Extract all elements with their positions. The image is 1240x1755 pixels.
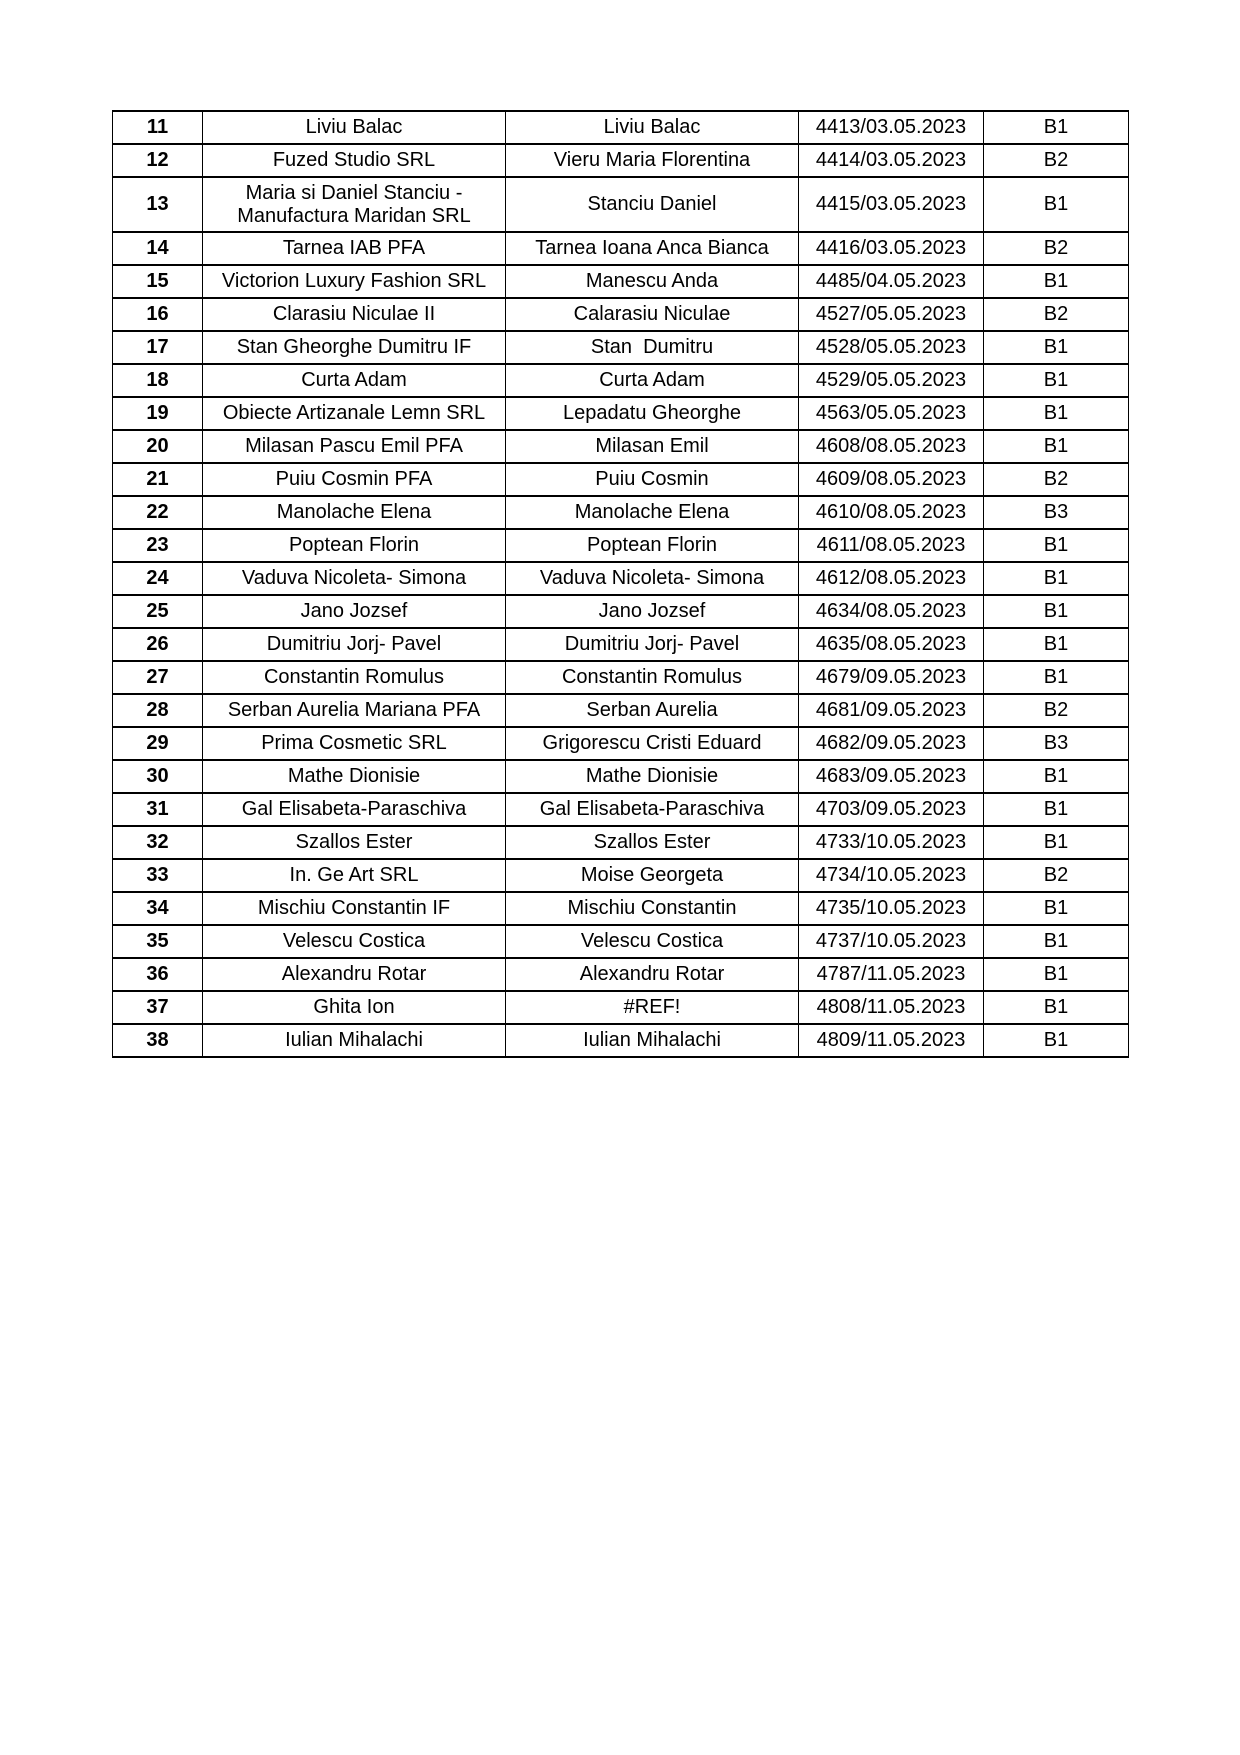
row-number-cell: 31 <box>113 793 203 826</box>
applicant-name-cell: Poptean Florin <box>203 529 506 562</box>
category-cell: B2 <box>984 144 1129 177</box>
category-cell: B1 <box>984 958 1129 991</box>
registration-number-cell: 4609/08.05.2023 <box>799 463 984 496</box>
row-number-cell: 37 <box>113 991 203 1024</box>
category-cell: B1 <box>984 595 1129 628</box>
person-name-cell: Stanciu Daniel <box>506 177 799 232</box>
registration-number-cell: 4563/05.05.2023 <box>799 397 984 430</box>
person-name-cell: #REF! <box>506 991 799 1024</box>
category-cell: B1 <box>984 760 1129 793</box>
category-cell: B1 <box>984 265 1129 298</box>
person-name-cell: Velescu Costica <box>506 925 799 958</box>
table-row <box>113 529 1129 562</box>
row-number-cell: 11 <box>113 111 203 144</box>
person-name-cell: Vieru Maria Florentina <box>506 144 799 177</box>
person-name-cell: Manescu Anda <box>506 265 799 298</box>
category-cell: B1 <box>984 529 1129 562</box>
registration-number-cell: 4681/09.05.2023 <box>799 694 984 727</box>
table-row <box>113 958 1129 991</box>
applicant-name-cell: Victorion Luxury Fashion SRL <box>203 265 506 298</box>
category-cell: B1 <box>984 661 1129 694</box>
registry-table-body <box>113 111 1129 1057</box>
category-cell: B3 <box>984 727 1129 760</box>
category-cell: B1 <box>984 111 1129 144</box>
registration-number-cell: 4787/11.05.2023 <box>799 958 984 991</box>
row-number-cell: 19 <box>113 397 203 430</box>
row-number-cell: 17 <box>113 331 203 364</box>
table-row <box>113 793 1129 826</box>
row-number-cell: 15 <box>113 265 203 298</box>
row-number-cell: 12 <box>113 144 203 177</box>
row-number-cell: 36 <box>113 958 203 991</box>
registration-number-cell: 4610/08.05.2023 <box>799 496 984 529</box>
table-row <box>113 298 1129 331</box>
row-number-cell: 24 <box>113 562 203 595</box>
registration-number-cell: 4485/04.05.2023 <box>799 265 984 298</box>
registration-number-cell: 4527/05.05.2023 <box>799 298 984 331</box>
person-name-cell: Jano Jozsef <box>506 595 799 628</box>
row-number-cell: 26 <box>113 628 203 661</box>
table-row <box>113 628 1129 661</box>
table-row <box>113 1024 1129 1057</box>
applicant-name-cell: In. Ge Art SRL <box>203 859 506 892</box>
applicant-name-cell: Iulian Mihalachi <box>203 1024 506 1057</box>
registration-number-cell: 4414/03.05.2023 <box>799 144 984 177</box>
table-row <box>113 496 1129 529</box>
table-row <box>113 694 1129 727</box>
person-name-cell: Mathe Dionisie <box>506 760 799 793</box>
applicant-name-cell: Velescu Costica <box>203 925 506 958</box>
row-number-cell: 32 <box>113 826 203 859</box>
registration-number-cell: 4809/11.05.2023 <box>799 1024 984 1057</box>
person-name-cell: Stan Dumitru <box>506 331 799 364</box>
person-name-cell: Serban Aurelia <box>506 694 799 727</box>
row-number-cell: 28 <box>113 694 203 727</box>
table-row <box>113 562 1129 595</box>
table-row <box>113 177 1129 232</box>
table-row <box>113 826 1129 859</box>
table-row <box>113 925 1129 958</box>
row-number-cell: 21 <box>113 463 203 496</box>
person-name-cell: Lepadatu Gheorghe <box>506 397 799 430</box>
table-row <box>113 595 1129 628</box>
applicant-name-cell: Stan Gheorghe Dumitru IF <box>203 331 506 364</box>
category-cell: B2 <box>984 859 1129 892</box>
table-row <box>113 364 1129 397</box>
person-name-cell: Poptean Florin <box>506 529 799 562</box>
person-name-cell: Manolache Elena <box>506 496 799 529</box>
row-number-cell: 35 <box>113 925 203 958</box>
row-number-cell: 23 <box>113 529 203 562</box>
category-cell: B2 <box>984 694 1129 727</box>
registration-number-cell: 4413/03.05.2023 <box>799 111 984 144</box>
applicant-name-cell: Milasan Pascu Emil PFA <box>203 430 506 463</box>
table-row <box>113 892 1129 925</box>
applicant-name-cell: Fuzed Studio SRL <box>203 144 506 177</box>
applicant-name-cell: Mischiu Constantin IF <box>203 892 506 925</box>
applicant-name-cell: Dumitriu Jorj- Pavel <box>203 628 506 661</box>
table-row <box>113 859 1129 892</box>
applicant-name-cell: Curta Adam <box>203 364 506 397</box>
row-number-cell: 27 <box>113 661 203 694</box>
table-row <box>113 397 1129 430</box>
category-cell: B1 <box>984 826 1129 859</box>
category-cell: B1 <box>984 430 1129 463</box>
row-number-cell: 13 <box>113 177 203 232</box>
person-name-cell: Grigorescu Cristi Eduard <box>506 727 799 760</box>
person-name-cell: Vaduva Nicoleta- Simona <box>506 562 799 595</box>
person-name-cell: Gal Elisabeta-Paraschiva <box>506 793 799 826</box>
person-name-cell: Moise Georgeta <box>506 859 799 892</box>
registration-number-cell: 4634/08.05.2023 <box>799 595 984 628</box>
category-cell: B1 <box>984 793 1129 826</box>
row-number-cell: 14 <box>113 232 203 265</box>
row-number-cell: 16 <box>113 298 203 331</box>
row-number-cell: 20 <box>113 430 203 463</box>
applicant-name-cell: Puiu Cosmin PFA <box>203 463 506 496</box>
registration-number-cell: 4635/08.05.2023 <box>799 628 984 661</box>
registration-number-cell: 4682/09.05.2023 <box>799 727 984 760</box>
applicant-name-cell: Prima Cosmetic SRL <box>203 727 506 760</box>
table-row <box>113 661 1129 694</box>
table-row <box>113 331 1129 364</box>
row-number-cell: 25 <box>113 595 203 628</box>
table-row <box>113 727 1129 760</box>
person-name-cell: Dumitriu Jorj- Pavel <box>506 628 799 661</box>
category-cell: B1 <box>984 1024 1129 1057</box>
applicant-name-cell: Jano Jozsef <box>203 595 506 628</box>
person-name-cell: Szallos Ester <box>506 826 799 859</box>
person-name-cell: Mischiu Constantin <box>506 892 799 925</box>
person-name-cell: Puiu Cosmin <box>506 463 799 496</box>
applicant-name-cell: Vaduva Nicoleta- Simona <box>203 562 506 595</box>
row-number-cell: 18 <box>113 364 203 397</box>
table-row <box>113 430 1129 463</box>
category-cell: B1 <box>984 364 1129 397</box>
person-name-cell: Curta Adam <box>506 364 799 397</box>
category-cell: B1 <box>984 991 1129 1024</box>
applicant-name-cell: Szallos Ester <box>203 826 506 859</box>
person-name-cell: Constantin Romulus <box>506 661 799 694</box>
category-cell: B2 <box>984 298 1129 331</box>
category-cell: B2 <box>984 463 1129 496</box>
row-number-cell: 34 <box>113 892 203 925</box>
row-number-cell: 22 <box>113 496 203 529</box>
registration-number-cell: 4679/09.05.2023 <box>799 661 984 694</box>
row-number-cell: 29 <box>113 727 203 760</box>
category-cell: B1 <box>984 397 1129 430</box>
category-cell: B1 <box>984 892 1129 925</box>
registration-number-cell: 4528/05.05.2023 <box>799 331 984 364</box>
registration-number-cell: 4734/10.05.2023 <box>799 859 984 892</box>
applicant-name-cell: Mathe Dionisie <box>203 760 506 793</box>
registration-number-cell: 4733/10.05.2023 <box>799 826 984 859</box>
table-row <box>113 463 1129 496</box>
registration-number-cell: 4808/11.05.2023 <box>799 991 984 1024</box>
table-row <box>113 991 1129 1024</box>
row-number-cell: 30 <box>113 760 203 793</box>
applicant-name-cell: Manolache Elena <box>203 496 506 529</box>
applicant-name-cell: Alexandru Rotar <box>203 958 506 991</box>
table-row <box>113 111 1129 144</box>
registration-number-cell: 4416/03.05.2023 <box>799 232 984 265</box>
applicant-name-cell: Maria si Daniel Stanciu - Manufactura Maridan SRL <box>203 177 506 232</box>
registration-number-cell: 4529/05.05.2023 <box>799 364 984 397</box>
registration-number-cell: 4737/10.05.2023 <box>799 925 984 958</box>
applicant-name-cell: Ghita Ion <box>203 991 506 1024</box>
applicant-name-cell: Liviu Balac <box>203 111 506 144</box>
category-cell: B1 <box>984 925 1129 958</box>
table-row <box>113 232 1129 265</box>
applicant-name-cell: Tarnea IAB PFA <box>203 232 506 265</box>
registration-number-cell: 4415/03.05.2023 <box>799 177 984 232</box>
row-number-cell: 33 <box>113 859 203 892</box>
applicant-name-cell: Obiecte Artizanale Lemn SRL <box>203 397 506 430</box>
applicant-name-cell: Clarasiu Niculae II <box>203 298 506 331</box>
table-row <box>113 760 1129 793</box>
person-name-cell: Alexandru Rotar <box>506 958 799 991</box>
table-row <box>113 265 1129 298</box>
row-number-cell: 38 <box>113 1024 203 1057</box>
table-row <box>113 144 1129 177</box>
registration-number-cell: 4703/09.05.2023 <box>799 793 984 826</box>
person-name-cell: Liviu Balac <box>506 111 799 144</box>
registry-table <box>112 110 1129 1058</box>
category-cell: B1 <box>984 331 1129 364</box>
person-name-cell: Calarasiu Niculae <box>506 298 799 331</box>
applicant-name-cell: Gal Elisabeta-Paraschiva <box>203 793 506 826</box>
person-name-cell: Iulian Mihalachi <box>506 1024 799 1057</box>
category-cell: B1 <box>984 628 1129 661</box>
registration-number-cell: 4611/08.05.2023 <box>799 529 984 562</box>
category-cell: B1 <box>984 177 1129 232</box>
registration-number-cell: 4612/08.05.2023 <box>799 562 984 595</box>
registration-number-cell: 4608/08.05.2023 <box>799 430 984 463</box>
registration-number-cell: 4683/09.05.2023 <box>799 760 984 793</box>
person-name-cell: Milasan Emil <box>506 430 799 463</box>
category-cell: B3 <box>984 496 1129 529</box>
applicant-name-cell: Serban Aurelia Mariana PFA <box>203 694 506 727</box>
applicant-name-cell: Constantin Romulus <box>203 661 506 694</box>
category-cell: B2 <box>984 232 1129 265</box>
person-name-cell: Tarnea Ioana Anca Bianca <box>506 232 799 265</box>
registration-number-cell: 4735/10.05.2023 <box>799 892 984 925</box>
category-cell: B1 <box>984 562 1129 595</box>
